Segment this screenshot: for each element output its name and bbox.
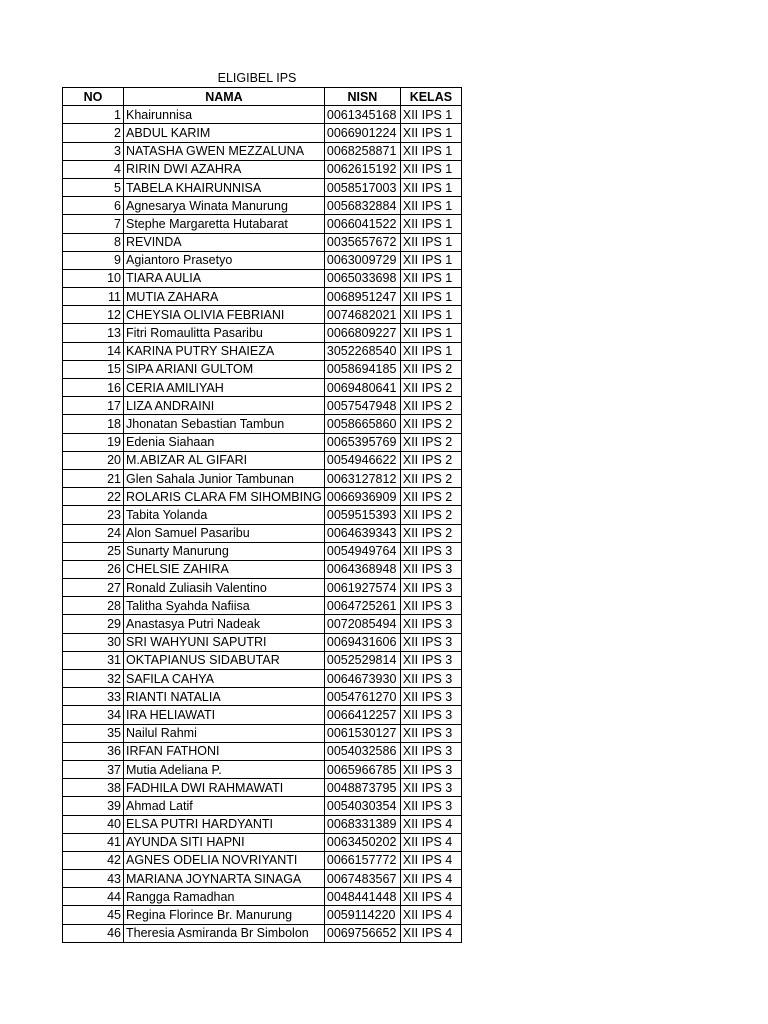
- cell-no: 20: [63, 451, 124, 469]
- table-row: [63, 760, 462, 778]
- cell-no: 33: [63, 688, 124, 706]
- cell-nama: REVINDA: [124, 233, 325, 251]
- cell-no: 2: [63, 124, 124, 142]
- table-row: [63, 288, 462, 306]
- table-row: [63, 360, 462, 378]
- cell-nisn: 0064725261: [324, 597, 400, 615]
- table-row: [63, 342, 462, 360]
- cell-nama: Mutia Adeliana P.: [124, 760, 325, 778]
- cell-nisn: 0054949764: [324, 542, 400, 560]
- cell-nama: TABELA KHAIRUNNISA: [124, 178, 325, 196]
- cell-kelas: XII IPS 3: [400, 779, 461, 797]
- table-row: [63, 851, 462, 869]
- cell-nama: NATASHA GWEN MEZZALUNA: [124, 142, 325, 160]
- cell-no: 40: [63, 815, 124, 833]
- cell-no: 26: [63, 560, 124, 578]
- table-row: [63, 833, 462, 851]
- cell-kelas: XII IPS 1: [400, 215, 461, 233]
- header-nisn: NISN: [324, 88, 400, 106]
- cell-no: 30: [63, 633, 124, 651]
- cell-nisn: 0067483567: [324, 870, 400, 888]
- cell-nisn: 0069431606: [324, 633, 400, 651]
- header-row: [63, 88, 462, 106]
- cell-nisn: 0069480641: [324, 379, 400, 397]
- cell-no: 19: [63, 433, 124, 451]
- cell-kelas: XII IPS 3: [400, 706, 461, 724]
- cell-nama: Khairunnisa: [124, 106, 325, 124]
- cell-no: 39: [63, 797, 124, 815]
- cell-nisn: 0065966785: [324, 760, 400, 778]
- table-row: [63, 615, 462, 633]
- cell-nama: CHEYSIA OLIVIA FEBRIANI: [124, 306, 325, 324]
- cell-no: 16: [63, 379, 124, 397]
- cell-nama: KARINA PUTRY SHAIEZA: [124, 342, 325, 360]
- cell-no: 11: [63, 288, 124, 306]
- cell-nama: OKTAPIANUS SIDABUTAR: [124, 651, 325, 669]
- table-row: [63, 142, 462, 160]
- cell-nisn: 0072085494: [324, 615, 400, 633]
- cell-nisn: 0066412257: [324, 706, 400, 724]
- cell-nisn: 0064673930: [324, 670, 400, 688]
- cell-nisn: 0058517003: [324, 178, 400, 196]
- table-row: [63, 397, 462, 415]
- cell-kelas: XII IPS 2: [400, 506, 461, 524]
- cell-nama: MARIANA JOYNARTA SINAGA: [124, 870, 325, 888]
- cell-kelas: XII IPS 4: [400, 870, 461, 888]
- cell-no: 4: [63, 160, 124, 178]
- cell-nisn: 0062615192: [324, 160, 400, 178]
- cell-kelas: XII IPS 3: [400, 742, 461, 760]
- table-row: [63, 160, 462, 178]
- table-row: [63, 233, 462, 251]
- cell-nisn: 0056832884: [324, 197, 400, 215]
- cell-kelas: XII IPS 3: [400, 651, 461, 669]
- table-row: [63, 797, 462, 815]
- cell-no: 34: [63, 706, 124, 724]
- table-row: [63, 324, 462, 342]
- cell-nama: AGNES ODELIA NOVRIYANTI: [124, 851, 325, 869]
- cell-nisn: 0058665860: [324, 415, 400, 433]
- cell-nisn: 0048873795: [324, 779, 400, 797]
- cell-no: 29: [63, 615, 124, 633]
- cell-nama: Regina Florince Br. Manurung: [124, 906, 325, 924]
- table-row: [63, 670, 462, 688]
- cell-kelas: XII IPS 3: [400, 797, 461, 815]
- cell-no: 1: [63, 106, 124, 124]
- cell-kelas: XII IPS 4: [400, 924, 461, 942]
- cell-nisn: 0068951247: [324, 288, 400, 306]
- cell-kelas: XII IPS 1: [400, 251, 461, 269]
- cell-nisn: 0059515393: [324, 506, 400, 524]
- cell-nisn: 0063127812: [324, 469, 400, 487]
- cell-kelas: XII IPS 4: [400, 833, 461, 851]
- cell-kelas: XII IPS 1: [400, 288, 461, 306]
- cell-no: 35: [63, 724, 124, 742]
- cell-nama: CERIA AMILIYAH: [124, 379, 325, 397]
- table-body: [63, 106, 462, 943]
- cell-kelas: XII IPS 1: [400, 106, 461, 124]
- cell-no: 37: [63, 760, 124, 778]
- table-row: [63, 597, 462, 615]
- cell-kelas: XII IPS 3: [400, 760, 461, 778]
- cell-no: 32: [63, 670, 124, 688]
- table-row: [63, 906, 462, 924]
- cell-no: 44: [63, 888, 124, 906]
- cell-no: 15: [63, 360, 124, 378]
- cell-nama: Talitha Syahda Nafiisa: [124, 597, 325, 615]
- cell-no: 28: [63, 597, 124, 615]
- cell-nama: ROLARIS CLARA FM SIHOMBING: [124, 488, 325, 506]
- table-row: [63, 251, 462, 269]
- cell-nisn: 0057547948: [324, 397, 400, 415]
- cell-nisn: 0066901224: [324, 124, 400, 142]
- cell-nisn: 0065395769: [324, 433, 400, 451]
- cell-nisn: 0061927574: [324, 579, 400, 597]
- cell-nisn: 0054761270: [324, 688, 400, 706]
- table-row: [63, 688, 462, 706]
- cell-kelas: XII IPS 1: [400, 124, 461, 142]
- cell-nama: Edenia Siahaan: [124, 433, 325, 451]
- cell-kelas: XII IPS 2: [400, 433, 461, 451]
- cell-no: 24: [63, 524, 124, 542]
- cell-kelas: XII IPS 2: [400, 451, 461, 469]
- table-row: [63, 870, 462, 888]
- table-row: [63, 524, 462, 542]
- cell-kelas: XII IPS 1: [400, 178, 461, 196]
- cell-nama: Theresia Asmiranda Br Simbolon: [124, 924, 325, 942]
- cell-nama: Alon Samuel Pasaribu: [124, 524, 325, 542]
- table-row: [63, 633, 462, 651]
- table-row: [63, 488, 462, 506]
- cell-nama: ABDUL KARIM: [124, 124, 325, 142]
- table-row: [63, 924, 462, 942]
- cell-nama: Jhonatan Sebastian Tambun: [124, 415, 325, 433]
- cell-nisn: 0068258871: [324, 142, 400, 160]
- cell-kelas: XII IPS 2: [400, 397, 461, 415]
- cell-nama: Glen Sahala Junior Tambunan: [124, 469, 325, 487]
- cell-nisn: 0066809227: [324, 324, 400, 342]
- cell-nama: SRI WAHYUNI SAPUTRI: [124, 633, 325, 651]
- cell-nama: TIARA AULIA: [124, 269, 325, 287]
- cell-nisn: 0064639343: [324, 524, 400, 542]
- cell-nama: ELSA PUTRI HARDYANTI: [124, 815, 325, 833]
- cell-kelas: XII IPS 1: [400, 233, 461, 251]
- cell-kelas: XII IPS 2: [400, 524, 461, 542]
- cell-nisn: 0048441448: [324, 888, 400, 906]
- cell-kelas: XII IPS 3: [400, 670, 461, 688]
- table-row: [63, 651, 462, 669]
- cell-nama: IRA HELIAWATI: [124, 706, 325, 724]
- cell-nama: Nailul Rahmi: [124, 724, 325, 742]
- cell-nisn: 0069756652: [324, 924, 400, 942]
- cell-no: 14: [63, 342, 124, 360]
- table-row: [63, 306, 462, 324]
- table-row: [63, 469, 462, 487]
- cell-nisn: 0054946622: [324, 451, 400, 469]
- cell-no: 42: [63, 851, 124, 869]
- cell-nama: M.ABIZAR AL GIFARI: [124, 451, 325, 469]
- cell-nama: SIPA ARIANI GULTOM: [124, 360, 325, 378]
- cell-no: 41: [63, 833, 124, 851]
- cell-no: 43: [63, 870, 124, 888]
- cell-nama: MUTIA ZAHARA: [124, 288, 325, 306]
- cell-kelas: XII IPS 3: [400, 560, 461, 578]
- cell-nama: Anastasya Putri Nadeak: [124, 615, 325, 633]
- cell-no: 7: [63, 215, 124, 233]
- cell-no: 6: [63, 197, 124, 215]
- cell-nisn: 0035657672: [324, 233, 400, 251]
- cell-kelas: XII IPS 1: [400, 160, 461, 178]
- table-row: [63, 506, 462, 524]
- cell-nama: LIZA ANDRAINI: [124, 397, 325, 415]
- cell-kelas: XII IPS 3: [400, 579, 461, 597]
- sheet-title: ELIGIBEL IPS: [217, 71, 297, 85]
- table-row: [63, 215, 462, 233]
- cell-nisn: 0065033698: [324, 269, 400, 287]
- cell-nama: SAFILA CAHYA: [124, 670, 325, 688]
- cell-kelas: XII IPS 2: [400, 469, 461, 487]
- cell-nama: FADHILA DWI RAHMAWATI: [124, 779, 325, 797]
- cell-nama: Agnesarya Winata Manurung: [124, 197, 325, 215]
- table-row: [63, 106, 462, 124]
- cell-no: 23: [63, 506, 124, 524]
- cell-nisn: 0074682021: [324, 306, 400, 324]
- cell-nama: Fitri Romaulitta Pasaribu: [124, 324, 325, 342]
- cell-nama: Ronald Zuliasih Valentino: [124, 579, 325, 597]
- cell-no: 12: [63, 306, 124, 324]
- cell-nama: RIANTI NATALIA: [124, 688, 325, 706]
- cell-nama: RIRIN DWI AZAHRA: [124, 160, 325, 178]
- cell-no: 22: [63, 488, 124, 506]
- table-row: [63, 433, 462, 451]
- table-row: [63, 560, 462, 578]
- cell-no: 13: [63, 324, 124, 342]
- cell-nama: Sunarty Manurung: [124, 542, 325, 560]
- cell-no: 3: [63, 142, 124, 160]
- cell-kelas: XII IPS 3: [400, 724, 461, 742]
- table-row: [63, 706, 462, 724]
- cell-kelas: XII IPS 4: [400, 906, 461, 924]
- header-nama: NAMA: [124, 88, 325, 106]
- cell-kelas: XII IPS 2: [400, 360, 461, 378]
- cell-nisn: 0068331389: [324, 815, 400, 833]
- cell-nisn: 0061345168: [324, 106, 400, 124]
- cell-nama: CHELSIE ZAHIRA: [124, 560, 325, 578]
- cell-kelas: XII IPS 2: [400, 379, 461, 397]
- cell-nama: Stephe Margaretta Hutabarat: [124, 215, 325, 233]
- cell-no: 21: [63, 469, 124, 487]
- cell-nama: Agiantoro Prasetyo: [124, 251, 325, 269]
- cell-no: 38: [63, 779, 124, 797]
- cell-no: 17: [63, 397, 124, 415]
- cell-kelas: XII IPS 3: [400, 542, 461, 560]
- cell-kelas: XII IPS 3: [400, 615, 461, 633]
- cell-nisn: 0063450202: [324, 833, 400, 851]
- table-row: [63, 779, 462, 797]
- cell-no: 9: [63, 251, 124, 269]
- table-row: [63, 742, 462, 760]
- cell-kelas: XII IPS 4: [400, 888, 461, 906]
- cell-nama: IRFAN FATHONI: [124, 742, 325, 760]
- table-row: [63, 197, 462, 215]
- table-row: [63, 178, 462, 196]
- cell-no: 46: [63, 924, 124, 942]
- cell-kelas: XII IPS 1: [400, 342, 461, 360]
- table-row: [63, 724, 462, 742]
- cell-kelas: XII IPS 4: [400, 851, 461, 869]
- table-row: [63, 451, 462, 469]
- cell-nisn: 0061530127: [324, 724, 400, 742]
- cell-kelas: XII IPS 1: [400, 324, 461, 342]
- cell-no: 36: [63, 742, 124, 760]
- table-row: [63, 542, 462, 560]
- cell-kelas: XII IPS 2: [400, 488, 461, 506]
- cell-nisn: 0052529814: [324, 651, 400, 669]
- cell-nisn: 0063009729: [324, 251, 400, 269]
- eligible-students-table: [62, 87, 462, 943]
- cell-no: 27: [63, 579, 124, 597]
- cell-nama: Ahmad Latif: [124, 797, 325, 815]
- cell-kelas: XII IPS 1: [400, 306, 461, 324]
- cell-no: 45: [63, 906, 124, 924]
- cell-nisn: 0054032586: [324, 742, 400, 760]
- cell-no: 8: [63, 233, 124, 251]
- header-no: NO: [63, 88, 124, 106]
- cell-nama: Rangga Ramadhan: [124, 888, 325, 906]
- table-row: [63, 269, 462, 287]
- cell-nisn: 0059114220: [324, 906, 400, 924]
- cell-no: 10: [63, 269, 124, 287]
- cell-kelas: XII IPS 3: [400, 597, 461, 615]
- cell-kelas: XII IPS 1: [400, 142, 461, 160]
- cell-no: 31: [63, 651, 124, 669]
- table-row: [63, 579, 462, 597]
- cell-no: 5: [63, 178, 124, 196]
- table-row: [63, 379, 462, 397]
- cell-no: 25: [63, 542, 124, 560]
- cell-nisn: 0066936909: [324, 488, 400, 506]
- cell-nisn: 3052268540: [324, 342, 400, 360]
- cell-nisn: 0066157772: [324, 851, 400, 869]
- cell-kelas: XII IPS 1: [400, 269, 461, 287]
- cell-nisn: 0058694185: [324, 360, 400, 378]
- cell-kelas: XII IPS 1: [400, 197, 461, 215]
- cell-nisn: 0066041522: [324, 215, 400, 233]
- header-kelas: KELAS: [400, 88, 461, 106]
- cell-nisn: 0064368948: [324, 560, 400, 578]
- cell-nisn: 0054030354: [324, 797, 400, 815]
- cell-nama: AYUNDA SITI HAPNI: [124, 833, 325, 851]
- table-row: [63, 124, 462, 142]
- cell-nama: Tabita Yolanda: [124, 506, 325, 524]
- table-row: [63, 815, 462, 833]
- cell-no: 18: [63, 415, 124, 433]
- table-row: [63, 415, 462, 433]
- cell-kelas: XII IPS 3: [400, 633, 461, 651]
- cell-kelas: XII IPS 4: [400, 815, 461, 833]
- cell-kelas: XII IPS 3: [400, 688, 461, 706]
- cell-kelas: XII IPS 2: [400, 415, 461, 433]
- table-row: [63, 888, 462, 906]
